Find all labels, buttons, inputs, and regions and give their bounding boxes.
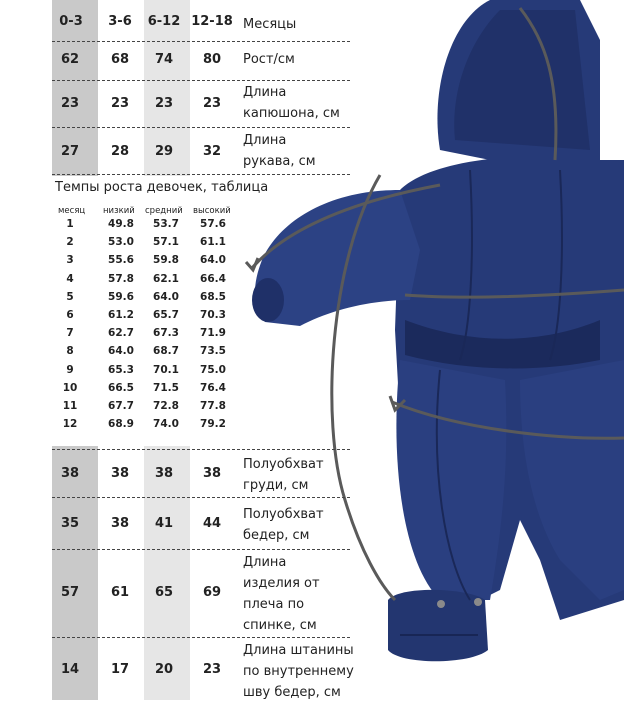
growth-value: 66.5 — [108, 381, 134, 394]
column-header: 0-3 — [59, 14, 83, 29]
growth-value: 57.1 — [153, 236, 179, 249]
cell: 23 — [60, 96, 80, 111]
cell: 41 — [154, 516, 174, 531]
cell: 74 — [154, 52, 174, 67]
cell: 65 — [154, 585, 174, 600]
cell: 62 — [60, 52, 80, 67]
row-label: Длина изделия от плеча по спинке, см — [243, 555, 320, 633]
growth-month: 7 — [66, 327, 74, 340]
cell: 35 — [60, 516, 80, 531]
cell: 28 — [110, 144, 130, 159]
header-label: Месяцы — [243, 17, 297, 32]
growth-value: 61.1 — [200, 236, 226, 249]
cell: 23 — [154, 96, 174, 111]
growth-value: 73.5 — [200, 345, 226, 358]
row-label: Рост/см — [243, 52, 295, 67]
growth-month: 1 — [66, 218, 74, 230]
growth-value: 74.0 — [153, 418, 179, 431]
cell: 23 — [202, 96, 222, 111]
growth-value: 71.9 — [200, 327, 226, 340]
cell: 32 — [202, 144, 222, 159]
growth-value: 49.8 — [108, 218, 134, 230]
cell: 23 — [202, 662, 222, 677]
divider — [52, 449, 350, 450]
growth-value: 55.6 — [108, 254, 134, 267]
cell: 38 — [60, 466, 80, 481]
divider — [52, 549, 350, 550]
growth-title: Темпы роста девочек, таблица — [55, 180, 269, 195]
cell: 17 — [110, 662, 130, 677]
growth-value: 67.3 — [153, 327, 179, 340]
growth-value: 62.1 — [153, 272, 179, 285]
growth-month: 5 — [66, 290, 74, 303]
row-label: Полуобхват груди, см — [243, 457, 324, 493]
row-label: Длина рукава, см — [243, 133, 316, 169]
column-header: 12-18 — [191, 14, 233, 29]
growth-value: 59.8 — [153, 254, 179, 267]
growth-header: высокий — [193, 206, 231, 216]
growth-value: 57.6 — [200, 218, 226, 230]
divider — [52, 637, 350, 638]
cell: 14 — [60, 662, 80, 677]
cell: 80 — [202, 52, 222, 67]
growth-month: 6 — [66, 309, 74, 321]
growth-value: 68.7 — [153, 345, 179, 358]
growth-value: 53.0 — [108, 236, 134, 249]
growth-month: 8 — [66, 345, 74, 358]
growth-month: 4 — [66, 272, 74, 285]
growth-value: 77.8 — [200, 400, 226, 412]
cell: 68 — [110, 52, 130, 67]
growth-month: 2 — [66, 236, 74, 249]
growth-value: 65.7 — [153, 309, 179, 321]
growth-value: 66.4 — [200, 272, 226, 285]
cell: 27 — [60, 144, 80, 159]
cell: 38 — [110, 466, 130, 481]
growth-month: 9 — [66, 363, 74, 376]
divider — [52, 80, 350, 81]
growth-value: 65.3 — [108, 363, 134, 376]
growth-value: 68.9 — [108, 418, 134, 431]
divider — [52, 41, 350, 42]
row-label: Длина капюшона, см — [243, 85, 340, 121]
divider — [52, 127, 350, 128]
growth-value: 53.7 — [153, 218, 179, 230]
growth-value: 76.4 — [200, 381, 226, 394]
growth-month: 11 — [62, 400, 78, 412]
column-header: 3-6 — [108, 14, 132, 29]
divider — [52, 497, 350, 498]
growth-value: 61.2 — [108, 309, 134, 321]
cell: 57 — [60, 585, 80, 600]
growth-value: 72.8 — [153, 400, 179, 412]
growth-header: средний — [145, 206, 183, 216]
growth-value: 70.3 — [200, 309, 226, 321]
growth-value: 79.2 — [200, 418, 226, 431]
cell: 69 — [202, 585, 222, 600]
growth-value: 71.5 — [153, 381, 179, 394]
growth-value: 68.5 — [200, 290, 226, 303]
growth-value: 57.8 — [108, 272, 134, 285]
growth-value: 59.6 — [108, 290, 134, 303]
cell: 23 — [110, 96, 130, 111]
cell: 38 — [110, 516, 130, 531]
growth-value: 64.0 — [153, 290, 179, 303]
cell: 38 — [202, 466, 222, 481]
cell: 61 — [110, 585, 130, 600]
growth-value: 75.0 — [200, 363, 226, 376]
growth-value: 64.0 — [108, 345, 134, 358]
growth-value: 64.0 — [200, 254, 226, 267]
growth-value: 67.7 — [108, 400, 134, 412]
cell: 44 — [202, 516, 222, 531]
growth-header: низкий — [103, 206, 135, 216]
growth-value: 70.1 — [153, 363, 179, 376]
cell: 29 — [154, 144, 174, 159]
divider — [52, 174, 350, 175]
growth-month: 12 — [62, 418, 78, 431]
growth-month: 3 — [66, 254, 74, 267]
column-header: 6-12 — [147, 14, 181, 29]
cell: 20 — [154, 662, 174, 677]
row-label: Длина штанины по внутреннему шву бедер, см — [243, 643, 354, 700]
growth-value: 62.7 — [108, 327, 134, 340]
row-label: Полуобхват бедер, см — [243, 507, 324, 543]
growth-month: 10 — [62, 381, 78, 394]
cell: 38 — [154, 466, 174, 481]
growth-header: месяц — [58, 206, 86, 216]
